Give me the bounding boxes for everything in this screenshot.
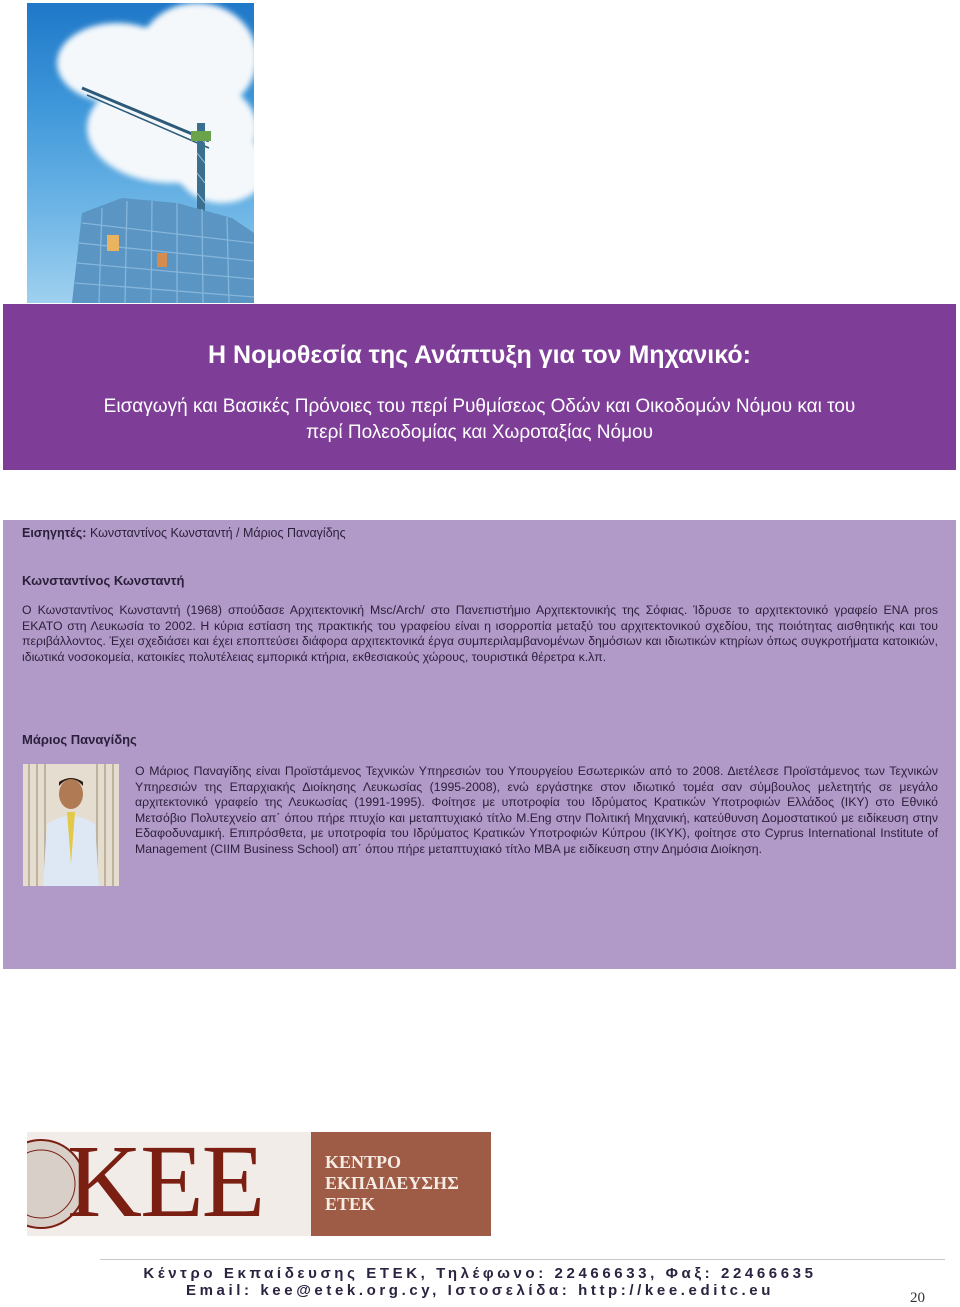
logo-line-3: ΕΤΕΚ — [325, 1194, 376, 1214]
footer-web-line: Email: kee@etek.org.cy, Ιστοσελίδα: http://kee.editc.eu — [185, 1282, 775, 1299]
page-title: Η Νομοθεσία της Ανάπτυξη για τον Μηχανικό: — [208, 341, 751, 369]
page-number: 20 — [910, 1290, 925, 1306]
logo-mark-area — [27, 1132, 311, 1236]
bio1-text: Ο Κωνσταντίνος Κωνσταντή (1968) σπούδασε Αρχιτεκτονική Msc/Arch/ στο Πανεπιστήμιο Αρχιτεκτονικής της Σόφιας. Ίδρυσε το αρχιτεκτονικό γραφείο ΕΝΑ pros ΕΚΑΤΟ στη Λευκωσία το 2002. Η κύρια εστίαση της πρακτικής του γραφείου είναι η ισορροπία μεταξύ του αρχιτεκτονικού σχεδίου, της ποιότητας αισθητικής και του περιβάλλοντος. Έχει σχεδιάσει και έχει εποπτεύσει διάφορα αρχιτεκτονικά έργα συμπεριλαμβανομένων δημόσιων και ιδιωτικών κτηρίων όπως συγκροτήματα κατοικιών, ιδιωτικά νοσοκομεία, κατοικίες πολυτέλειας εμπορικά κτήρια, εκθεσιακούς χώρους, τουριστικά θέρετρα κ.λπ. — [22, 603, 938, 664]
bio1-name: Κωνσταντίνος Κωνσταντή — [22, 573, 185, 588]
speakers-names: Κωνσταντίνος Κωνσταντή / Μάριος Παναγίδης — [89, 526, 346, 540]
content-panel — [3, 520, 956, 969]
construction-crane-photo — [27, 3, 254, 303]
title-band — [3, 304, 956, 470]
portrait-photo — [23, 764, 119, 886]
footer-divider — [100, 1259, 945, 1260]
speakers-label: Εισηγητές: — [22, 526, 87, 540]
page-subtitle — [13, 394, 946, 446]
logo-mark-text: KEE — [67, 1132, 264, 1236]
logo-line-2: ΕΚΠΑΙΔΕΥΣΗΣ — [325, 1173, 459, 1193]
speakers-line — [22, 526, 346, 542]
logo-line-1: ΚΕΝΤΡΟ — [325, 1152, 402, 1172]
logo-org-name — [325, 1152, 459, 1215]
subtitle-line-1: Εισαγωγή και Βασικές Πρόνοιες του περί Ρυθμίσεως Οδών και Οικοδομών Νόμου και του — [103, 396, 856, 417]
footer-contact-line: Κέντρο Εκπαίδευσης ΕΤΕΚ, Τηλέφωνο: 22466633, Φαξ: 22466635 — [143, 1265, 817, 1282]
bio2-text: Ο Μάριος Παναγίδης είναι Προϊστάμενος Τεχνικών Υπηρεσιών του Υπουργείου Εσωτερικών από το 2008. Διετέλεσε Προϊστάμενος των Τεχνικών Υπηρεσιών της Επαρχιακής Διοίκησης Λευκωσίας (1995-2008), ενώ εργάστηκε στον ιδιωτικό τομέα σαν σύμβουλος μελετητής σε μεγάλο αρχιτεκτονικό γραφείο της Λευκωσίας (1991-1995). Φοίτησε με υποτροφία του Ιδρύματος Κρατικών Υποτροφιών Ελλάδος (ΙΚΥ) στο Εθνικό Μετσόβιο Πολυτεχνείο απ΄ όπου πήρε πτυχίο και μεταπτυχιακό τίτλο M.Eng στην Πολιτική Μηχανική, κατεύθυνση Δομοστατικού με ειδίκευση στην Εδαφοδυναμική. Επιπρόσθετα, με υποτροφία του Ιδρύματος Κρατικών Υποτροφιών Κύπρου (ΙΚΥΚ), φοίτησε στο Cyprus International Institute of Management (CIIM Business School) απ΄ όπου πήρε μεταπτυχιακό τίτλο ΜΒΑ με ειδίκευση στην Δημόσια Διοίκηση. — [135, 764, 938, 856]
kee-logo — [27, 1132, 491, 1236]
subtitle-line-2: περί Πολεοδομίας και Χωροταξίας Νόμου — [305, 422, 653, 443]
crane-and-building-drawing — [27, 3, 254, 303]
bio2-name: Μάριος Παναγίδης — [22, 732, 137, 747]
